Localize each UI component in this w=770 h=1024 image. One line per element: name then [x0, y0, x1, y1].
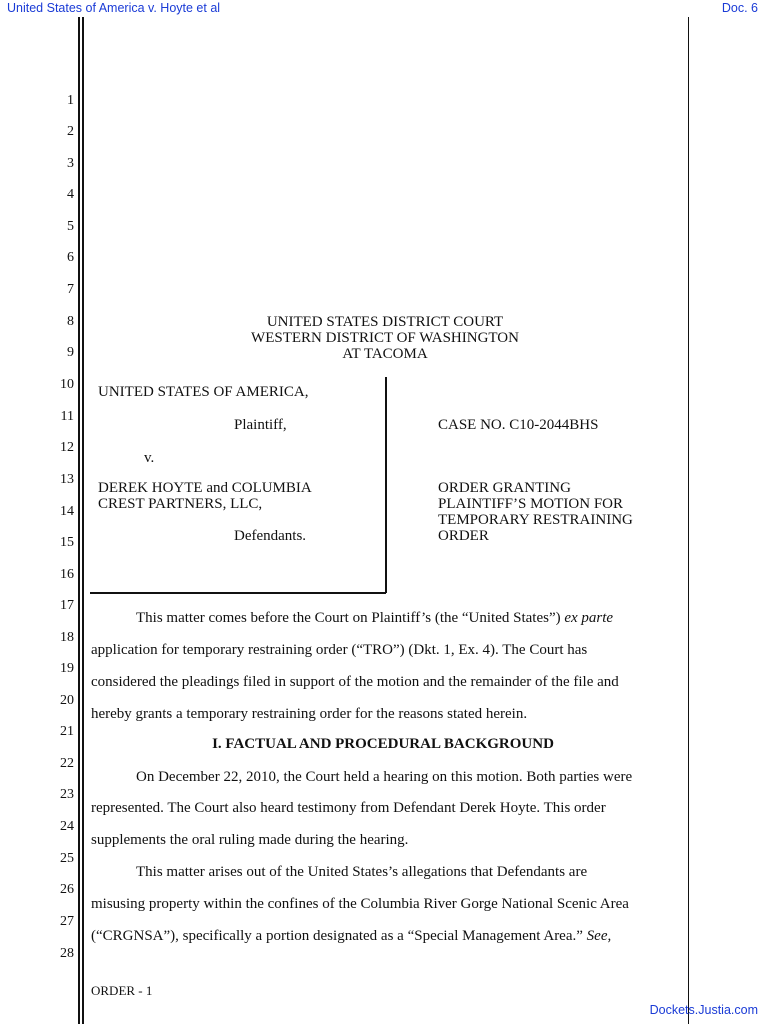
plaintiff-role: Plaintiff, — [234, 417, 287, 433]
line-number: 26 — [60, 882, 74, 897]
order-title-line: PLAINTIFF’S MOTION FOR — [438, 496, 624, 512]
text-run: This matter comes before the Court on Plaintiff’s (the “United States”) — [136, 610, 565, 626]
page-footer-label: ORDER - 1 — [91, 983, 153, 998]
paragraph-1-line-2: application for temporary restraining order (“TRO”) (Dkt. 1, Ex. 4). The Court has — [91, 642, 588, 658]
line-number: 8 — [67, 314, 74, 329]
line-number: 18 — [60, 630, 74, 645]
line-number: 5 — [67, 219, 74, 234]
paragraph-3-line-3 — [91, 928, 611, 944]
court-location: AT TACOMA — [342, 346, 428, 362]
line-number: 22 — [60, 756, 74, 771]
line-number: 24 — [60, 819, 74, 834]
defendants-role: Defendants. — [234, 528, 307, 544]
line-number: 25 — [60, 851, 74, 866]
line-number: 12 — [60, 440, 74, 455]
line-number: 13 — [60, 472, 74, 487]
caption-divider-horizontal — [90, 592, 386, 594]
line-number: 15 — [60, 535, 74, 550]
italic-text-run: See, — [586, 928, 612, 944]
caption-divider-vertical — [385, 377, 387, 593]
defendants-name-line2: CREST PARTNERS, LLC, — [98, 496, 263, 512]
paragraph-2-line-2: represented. The Court also heard testimony from Defendant Derek Hoyte. This order — [91, 800, 606, 816]
court-heading — [150, 314, 620, 362]
line-number: 17 — [60, 598, 74, 613]
source-link[interactable]: Dockets.Justia.com — [649, 1003, 758, 1017]
section-heading: I. FACTUAL AND PROCEDURAL BACKGROUND — [212, 736, 554, 752]
plaintiff-name: UNITED STATES OF AMERICA, — [98, 384, 309, 400]
court-district: WESTERN DISTRICT OF WASHINGTON — [251, 330, 519, 346]
line-number: 7 — [67, 282, 74, 297]
line-number: 23 — [60, 787, 74, 802]
court-name: UNITED STATES DISTRICT COURT — [266, 314, 504, 330]
line-number: 27 — [60, 914, 74, 929]
line-number: 9 — [67, 345, 74, 360]
left-margin-rule — [78, 17, 80, 1024]
line-number: 4 — [67, 187, 74, 202]
line-number: 20 — [60, 693, 74, 708]
paragraph-3-line-2: misusing property within the confines of the Columbia River Gorge National Scenic Area — [91, 896, 629, 912]
versus-label: v. — [144, 450, 155, 466]
line-number: 19 — [60, 661, 74, 676]
paragraph-3-line-1: This matter arises out of the United States’s allegations that Defendants are — [136, 864, 588, 880]
paragraph-2-line-1: On December 22, 2010, the Court held a hearing on this motion. Both parties were — [136, 769, 633, 785]
line-number: 2 — [67, 124, 74, 139]
defendants-name-line1: DEREK HOYTE and COLUMBIA — [98, 480, 312, 496]
text-run: (“CRGNSA”), specifically a portion designated as a “Special Management Area.” — [91, 928, 587, 944]
paragraph-1-line-3: considered the pleadings filed in support of the motion and the remainder of the file and — [91, 674, 619, 690]
line-number: 14 — [60, 504, 74, 519]
paragraph-2-line-3: supplements the oral ruling made during the hearing. — [91, 832, 409, 848]
right-margin-rule — [688, 17, 689, 1024]
line-number: 28 — [60, 946, 74, 961]
line-number: 21 — [60, 724, 74, 739]
case-number: CASE NO. C10-2044BHS — [438, 417, 599, 433]
paragraph-1-line-4: hereby grants a temporary restraining order for the reasons stated herein. — [91, 706, 528, 722]
line-number: 1 — [67, 93, 74, 108]
case-title-link[interactable]: United States of America v. Hoyte et al — [7, 1, 221, 15]
line-number: 16 — [60, 567, 74, 582]
paragraph-1-line-1 — [136, 610, 613, 626]
doc-number-link[interactable]: Doc. 6 — [721, 1, 758, 15]
order-title-line: TEMPORARY RESTRAINING — [438, 512, 633, 528]
order-title-line: ORDER — [438, 528, 489, 544]
order-title — [438, 480, 633, 544]
order-title-line: ORDER GRANTING — [438, 480, 571, 496]
line-number: 10 — [60, 377, 74, 392]
line-number: 3 — [67, 156, 74, 171]
line-number: 6 — [67, 250, 74, 265]
left-margin-rule-inner — [82, 17, 84, 1024]
italic-text-run: ex parte — [564, 610, 614, 626]
line-number: 11 — [60, 409, 74, 424]
